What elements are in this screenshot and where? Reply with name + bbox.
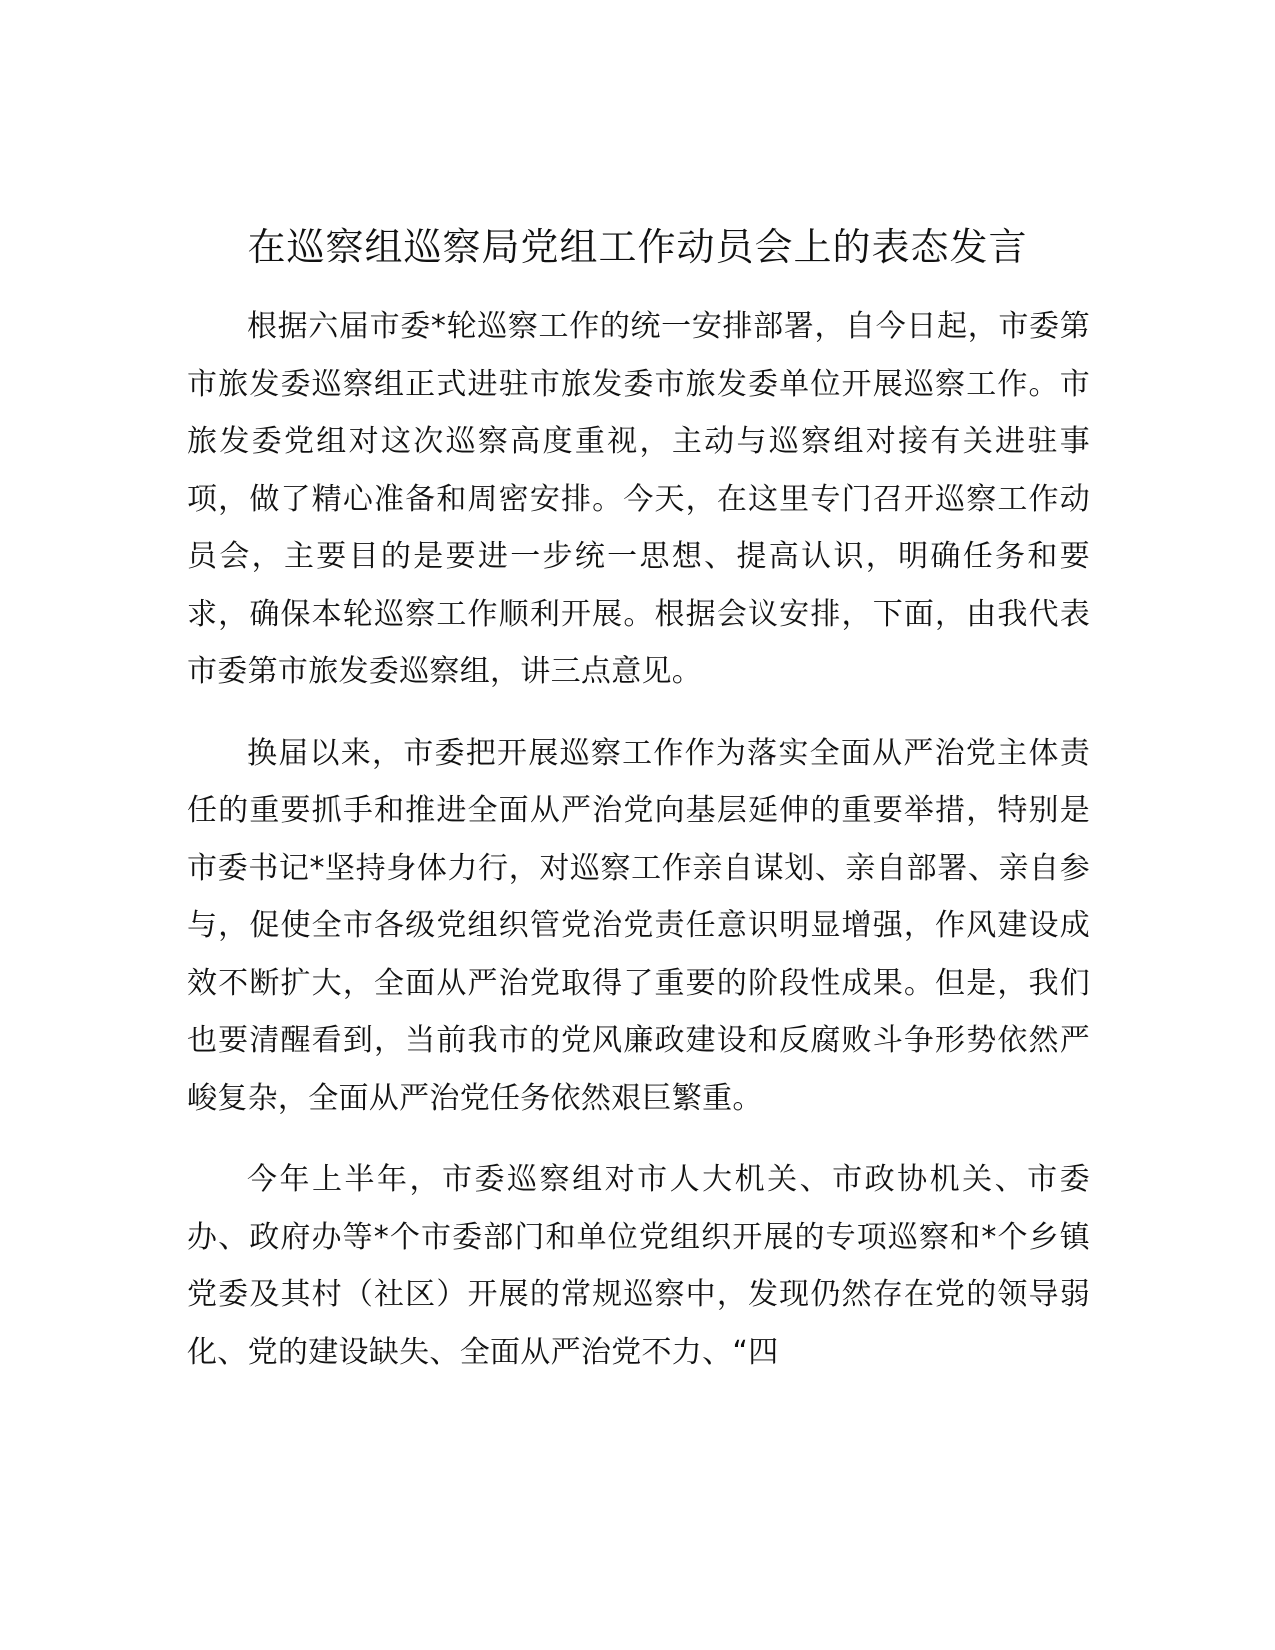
document-title: 在巡察组巡察局党组工作动员会上的表态发言	[247, 225, 1028, 269]
paragraph-1: 根据六届市委*轮巡察工作的统一安排部署，自今日起，市委第市旅发委巡察组正式进驻市旅发委市旅发委单位开展巡察工作。市旅发委党组对这次巡察高度重视，主动与巡察组对接有关进驻事项，做了精心准备和周密安排。今天，在这里专门召开巡察工作动员会，主要目的是要进一步统一思想、提高认识，明确任务和要求，确保本轮巡察工作顺利开展。根据会议安排，下面，由我代表市委第市旅发委巡察组，讲三点意见。	[187, 309, 1090, 689]
document-body	[187, 298, 1090, 1405]
paragraph-2: 换届以来，市委把开展巡察工作作为落实全面从严治党主体责任的重要抓手和推进全面从严治党向基层延伸的重要举措，特别是市委书记*坚持身体力行，对巡察工作亲自谋划、亲自部署、亲自参与，促使全市各级党组织管党治党责任意识明显增强，作风建设成效不断扩大，全面从严治党取得了重要的阶段性成果。但是，我们也要清醒看到，当前我市的党风廉政建设和反腐败斗争形势依然严峻复杂，全面从严治党任务依然艰巨繁重。	[187, 735, 1090, 1116]
paragraph-3: 今年上半年，市委巡察组对市人大机关、市政协机关、市委办、政府办等*个市委部门和单位党组织开展的专项巡察和*个乡镇党委及其村（社区）开展的常规巡察中，发现仍然存在党的领导弱化、党的建设缺失、全面从严治党不力、“四	[187, 1162, 1090, 1370]
